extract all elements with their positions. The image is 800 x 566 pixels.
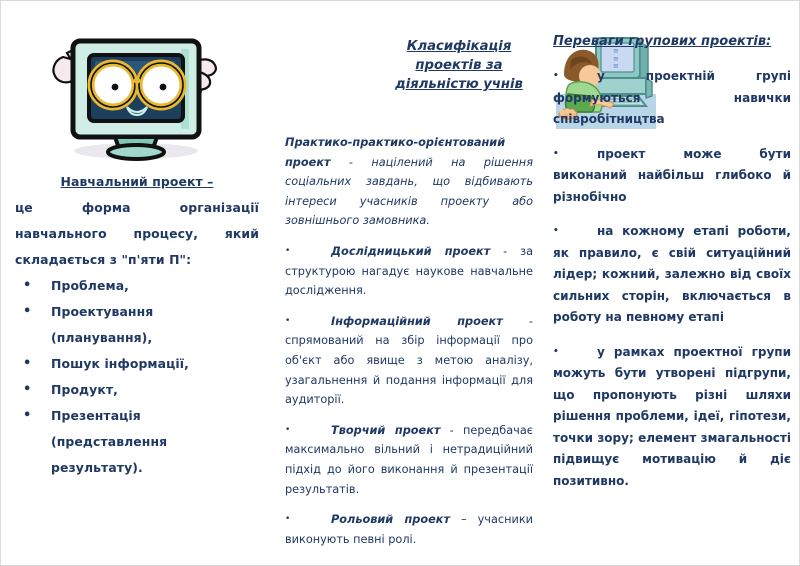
advantage-text: у рамках проектної групи можуть бути утворені підгрупи, що пропонують різні шляхи рішення проблеми, ідеї, гіпотези, точки зору; елемент змагальності підвищує мотивацію й діє позитивно. xyxy=(553,344,791,488)
advantage-text: на кожному етапі роботи, як правило, є свій ситуаційний лідер; кожний, залежно від своїх сильних сторін, включається в роботу на певному етапі xyxy=(553,224,791,324)
column-right xyxy=(545,1,800,566)
list-item-label: Проектування xyxy=(51,304,154,319)
classification-entry xyxy=(285,242,533,301)
advantage-text: у проектній групі формуються навички співробітництва xyxy=(553,69,791,126)
entry-text: спрямований на збір інформації про об'єкт або явище з метою аналізу, узагальнення й подання інформації для аудиторії. xyxy=(285,334,533,407)
bullet-glyph: • xyxy=(23,278,32,293)
column1-intro: це форма організації навчального процесу, який складається з "п'яти П": xyxy=(15,200,259,267)
entry-dash: - xyxy=(330,155,372,169)
list-item xyxy=(15,377,259,403)
list-item xyxy=(15,273,259,299)
entry-text: учасники виконують певні ролі. xyxy=(285,513,533,546)
bullet-glyph: • xyxy=(23,304,32,319)
classification-entry xyxy=(285,133,533,231)
entry-term: Дослідницький проект xyxy=(331,244,491,258)
bullet-glyph: • xyxy=(553,71,559,81)
entry-dash: - xyxy=(502,314,534,328)
advantage-item xyxy=(553,66,791,131)
bullet-glyph: • xyxy=(285,514,291,525)
column1-title: Навчальний проект – xyxy=(60,174,214,189)
entry-term: Рольовий проект xyxy=(331,513,451,527)
entry-dash: - xyxy=(490,244,521,258)
column2-heading-line-3: діяльністю учнів xyxy=(395,77,523,92)
bullet-glyph: • xyxy=(23,382,32,397)
entry-dash: – xyxy=(450,513,478,527)
list-item-label: Проблема, xyxy=(51,278,129,293)
column3-title: Переваги групових проектів: xyxy=(553,34,772,49)
list-item xyxy=(15,299,259,351)
list-item-label: Продукт, xyxy=(51,382,118,397)
bullet-glyph: • xyxy=(23,408,32,423)
list-item-label: Пошук інформації, xyxy=(51,356,189,371)
entry-term: Інформаційний проект xyxy=(331,314,503,328)
bullet-glyph: • xyxy=(23,356,32,371)
bullet-glyph: • xyxy=(553,148,559,159)
list-item xyxy=(15,403,259,481)
advantage-item xyxy=(553,342,791,493)
entry-text: передбачає максимально вільний і нетрадиційний підхід до його виконання й презентації результатів. xyxy=(285,423,533,496)
advantage-item xyxy=(553,221,791,329)
bullet-glyph: • xyxy=(285,245,291,256)
bullet-glyph: • xyxy=(553,226,559,236)
list-item-continuation: (планування), xyxy=(51,330,153,345)
column-left xyxy=(1,1,273,566)
classification-entry xyxy=(285,312,533,410)
svg-text:≡: ≡ xyxy=(613,55,619,63)
column2-heading-line-2: проектів за xyxy=(415,58,503,73)
bullet-glyph: • xyxy=(553,346,559,357)
smiling-computer-monitor-icon xyxy=(41,23,231,163)
list-item xyxy=(15,351,259,377)
entry-text: націлений на рішення соціальних завдань, що відбивають інтереси учасників проекту або зовнішнього замовника. xyxy=(285,155,533,228)
column-middle xyxy=(273,1,619,566)
column1-list xyxy=(15,273,259,481)
list-item-label: Презентація xyxy=(51,408,141,423)
entry-dash: - xyxy=(440,423,464,437)
classification-entry xyxy=(285,510,533,549)
svg-text:≡: ≡ xyxy=(613,47,619,55)
advantage-text: проект може бути виконаний найбільш глибоко й різнобічно xyxy=(553,146,791,204)
entry-term: Творчий проект xyxy=(331,423,441,437)
svg-text:≡: ≡ xyxy=(613,62,619,70)
bullet-glyph: • xyxy=(285,315,291,326)
column2-heading-line-1: Класифікація xyxy=(406,39,512,54)
classification-entry xyxy=(285,421,533,499)
list-item-continuation: (представлення результату). xyxy=(51,434,168,475)
entry-text: за структурою нагадує наукове навчальне дослідження. xyxy=(285,244,533,298)
advantage-item xyxy=(553,144,791,209)
entry-term: Практико-практико-орієнтований проект xyxy=(285,136,506,169)
bullet-glyph: • xyxy=(285,424,291,435)
